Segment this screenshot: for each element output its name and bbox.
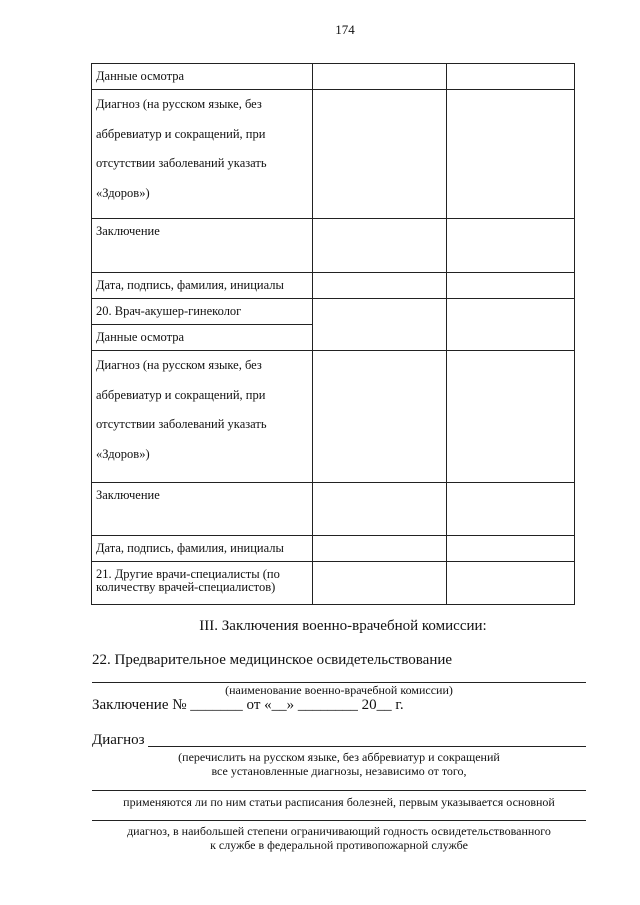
cell[interactable] [447, 90, 575, 219]
diagnosis-line[interactable] [92, 790, 586, 791]
diagnosis-caption: применяются ли по ним статьи расписания болезней, первым указывается основной [123, 795, 555, 809]
conclusion-line: Заключение № _______ от «__» ________ 20__ г. [92, 697, 404, 713]
cell[interactable] [447, 64, 575, 90]
row-label: Данные осмотра [92, 325, 313, 351]
row-label: Диагноз (на русском языке, без аббревиатур и сокращений, при отсутствии заболеваний указать «Здоров») [92, 351, 313, 483]
diagnosis-caption: все установленные диагнозы, независимо от того, [211, 764, 467, 778]
row-label: Заключение [92, 483, 313, 536]
cell[interactable] [447, 273, 575, 299]
table-row [92, 219, 575, 273]
row-label: Данные осмотра [92, 64, 313, 90]
cell[interactable] [313, 351, 447, 483]
table-row [92, 483, 575, 536]
row-label: Дата, подпись, фамилия, инициалы [92, 536, 313, 562]
section-heading: III. Заключения военно-врачебной комиссии: [199, 618, 487, 634]
item-title: 22. Предварительное медицинское освидетельствование [92, 652, 453, 668]
cell[interactable] [313, 483, 447, 536]
cell[interactable] [313, 562, 447, 605]
examination-table [91, 63, 575, 605]
table-row [92, 299, 575, 325]
table-row [92, 64, 575, 90]
cell[interactable] [447, 351, 575, 483]
table-row [92, 536, 575, 562]
diagnosis-label: Диагноз [92, 732, 145, 748]
page-number: 174 [335, 22, 355, 37]
diagnosis-line[interactable] [148, 746, 586, 747]
table-row [92, 273, 575, 299]
cell[interactable] [313, 273, 447, 299]
cell[interactable] [447, 219, 575, 273]
table-row [92, 351, 575, 483]
row-label: Диагноз (на русском языке, без аббревиатур и сокращений, при отсутствии заболеваний указать «Здоров») [92, 90, 313, 219]
cell[interactable] [313, 299, 447, 351]
diagnosis-caption: к службе в федеральной противопожарной службе [210, 838, 468, 852]
commission-caption: (наименование военно-врачебной комиссии) [225, 683, 453, 697]
cell[interactable] [447, 536, 575, 562]
cell[interactable] [313, 536, 447, 562]
table-row [92, 90, 575, 219]
cell[interactable] [447, 299, 575, 351]
cell[interactable] [447, 562, 575, 605]
row-label: 21. Другие врачи-специалисты (по количеству врачей-специалистов) [92, 562, 313, 605]
cell[interactable] [447, 483, 575, 536]
cell[interactable] [313, 64, 447, 90]
row-label: 20. Врач-акушер-гинеколог [92, 299, 313, 325]
diagnosis-caption: (перечислить на русском языке, без аббревиатур и сокращений [178, 750, 500, 764]
cell[interactable] [313, 219, 447, 273]
diagnosis-caption: диагноз, в наибольшей степени ограничивающий годность освидетельствованного [127, 824, 551, 838]
row-label: Заключение [92, 219, 313, 273]
row-label: Дата, подпись, фамилия, инициалы [92, 273, 313, 299]
cell[interactable] [313, 90, 447, 219]
table-row [92, 562, 575, 605]
diagnosis-line[interactable] [92, 820, 586, 821]
